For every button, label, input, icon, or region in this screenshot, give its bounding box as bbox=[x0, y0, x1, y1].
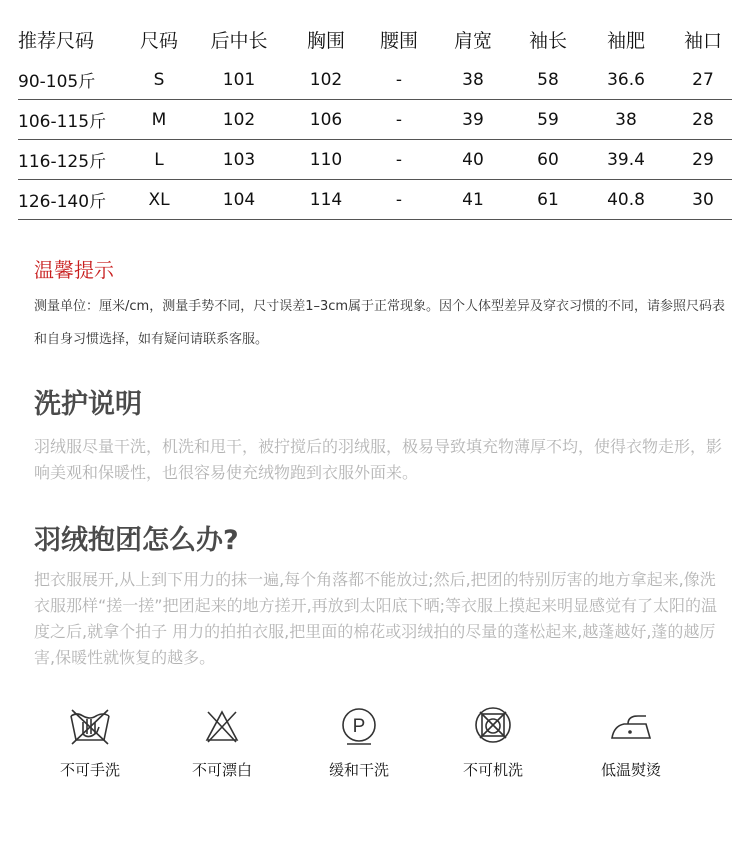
table-cell: 36.6 bbox=[578, 60, 674, 100]
table-cell: 102 bbox=[196, 100, 282, 140]
table-cell: 60 bbox=[518, 140, 578, 180]
tips-body: 测量单位：厘米/cm，测量手势不同，尺寸误差1–3cm属于正常现象。因个人体型差异及穿衣习惯的不同，请参照尺码表和自身习惯选择，如有疑问请联系客服。 bbox=[34, 299, 726, 347]
care-item-no-hand-wash bbox=[40, 700, 140, 780]
table-cell: 106 bbox=[282, 100, 370, 140]
table-row bbox=[18, 140, 732, 180]
low-temp-iron-icon bbox=[606, 700, 656, 750]
tips-title: 温馨提示 bbox=[34, 258, 114, 282]
table-cell: 110 bbox=[282, 140, 370, 180]
table-cell: 116-125斤 bbox=[18, 140, 122, 180]
table-cell: 28 bbox=[674, 100, 732, 140]
table-cell: - bbox=[370, 180, 428, 220]
table-row bbox=[18, 180, 732, 220]
table-cell: 126-140斤 bbox=[18, 180, 122, 220]
care-label: 低温熨烫 bbox=[600, 761, 661, 779]
header-size: 尺码 bbox=[139, 29, 178, 52]
table-cell: 102 bbox=[282, 60, 370, 100]
table-cell: 101 bbox=[196, 60, 282, 100]
table-cell: 90-105斤 bbox=[18, 60, 122, 100]
table-cell: - bbox=[370, 140, 428, 180]
table-cell: 114 bbox=[282, 180, 370, 220]
table-cell: 58 bbox=[518, 60, 578, 100]
care-label: 不可漂白 bbox=[191, 761, 252, 779]
header-sleeve-width: 袖肥 bbox=[606, 29, 645, 52]
table-row bbox=[18, 100, 732, 140]
header-sleeve-length: 袖长 bbox=[528, 29, 567, 52]
table-cell: 41 bbox=[428, 180, 518, 220]
care-label: 缓和干洗 bbox=[328, 761, 389, 779]
header-waist: 腰围 bbox=[379, 29, 418, 52]
header-chest: 胸围 bbox=[306, 29, 345, 52]
table-row bbox=[18, 60, 732, 100]
table-cell: 39.4 bbox=[578, 140, 674, 180]
care-label: 不可机洗 bbox=[462, 761, 523, 779]
clump-section-title: 羽绒抱团怎么办? bbox=[34, 525, 239, 556]
no-machine-wash-icon bbox=[468, 700, 518, 750]
table-cell: 103 bbox=[196, 140, 282, 180]
care-label: 不可手洗 bbox=[59, 761, 120, 779]
no-bleach-icon bbox=[197, 700, 247, 750]
table-cell: 59 bbox=[518, 100, 578, 140]
header-cuff: 袖口 bbox=[683, 29, 722, 52]
no-hand-wash-icon bbox=[65, 700, 115, 750]
table-cell: 40 bbox=[428, 140, 518, 180]
table-cell: 106-115斤 bbox=[18, 100, 122, 140]
care-item-no-machine-wash bbox=[443, 700, 543, 780]
table-cell: 27 bbox=[674, 60, 732, 100]
table-cell: L bbox=[122, 140, 196, 180]
care-section-body: 羽绒服尽量干洗，机洗和甩干，被拧搅后的羽绒服，极易导致填充物薄厚不均，使得衣物走形，影响美观和保暖性，也很容易使充绒物跑到衣服外面来。 bbox=[34, 437, 723, 482]
care-section-title: 洗护说明 bbox=[34, 389, 142, 420]
table-cell: 40.8 bbox=[578, 180, 674, 220]
table-cell: 61 bbox=[518, 180, 578, 220]
care-item-mild-dry-clean bbox=[309, 700, 409, 780]
table-cell: 39 bbox=[428, 100, 518, 140]
size-table bbox=[18, 18, 732, 220]
table-cell: 104 bbox=[196, 180, 282, 220]
table-cell: 30 bbox=[674, 180, 732, 220]
table-cell: - bbox=[370, 60, 428, 100]
table-cell: XL bbox=[122, 180, 196, 220]
table-cell: - bbox=[370, 100, 428, 140]
clump-section-body: 把衣服展开,从上到下用力的抹一遍,每个角落都不能放过;然后,把团的特别厉害的地方拿起来,像洗衣服那样“搓一搓”把团起来的地方搓开,再放到太阳底下晒;等衣服上摸起来明显感觉有了太阳的温度之后,就拿个拍子 用力的拍拍衣服,把里面的棉花或羽绒拍的尽量的蓬松起来,越蓬越好,蓬的越厉害,保暖性就恢复的越多。 bbox=[34, 570, 718, 667]
care-item-low-temp-iron bbox=[581, 700, 681, 780]
header-recommended-size: 推荐尺码 bbox=[18, 29, 95, 52]
table-cell: 38 bbox=[428, 60, 518, 100]
size-table-header-row bbox=[18, 18, 732, 60]
mild-dry-clean-icon bbox=[334, 700, 384, 750]
table-cell: S bbox=[122, 60, 196, 100]
table-cell: M bbox=[122, 100, 196, 140]
dry-clean-symbol: P bbox=[352, 716, 366, 737]
care-item-no-bleach bbox=[172, 700, 272, 780]
care-icons-row bbox=[0, 700, 750, 790]
table-cell: 38 bbox=[578, 100, 674, 140]
header-shoulder: 肩宽 bbox=[453, 29, 492, 52]
table-cell: 29 bbox=[674, 140, 732, 180]
header-back-length: 后中长 bbox=[210, 29, 268, 52]
